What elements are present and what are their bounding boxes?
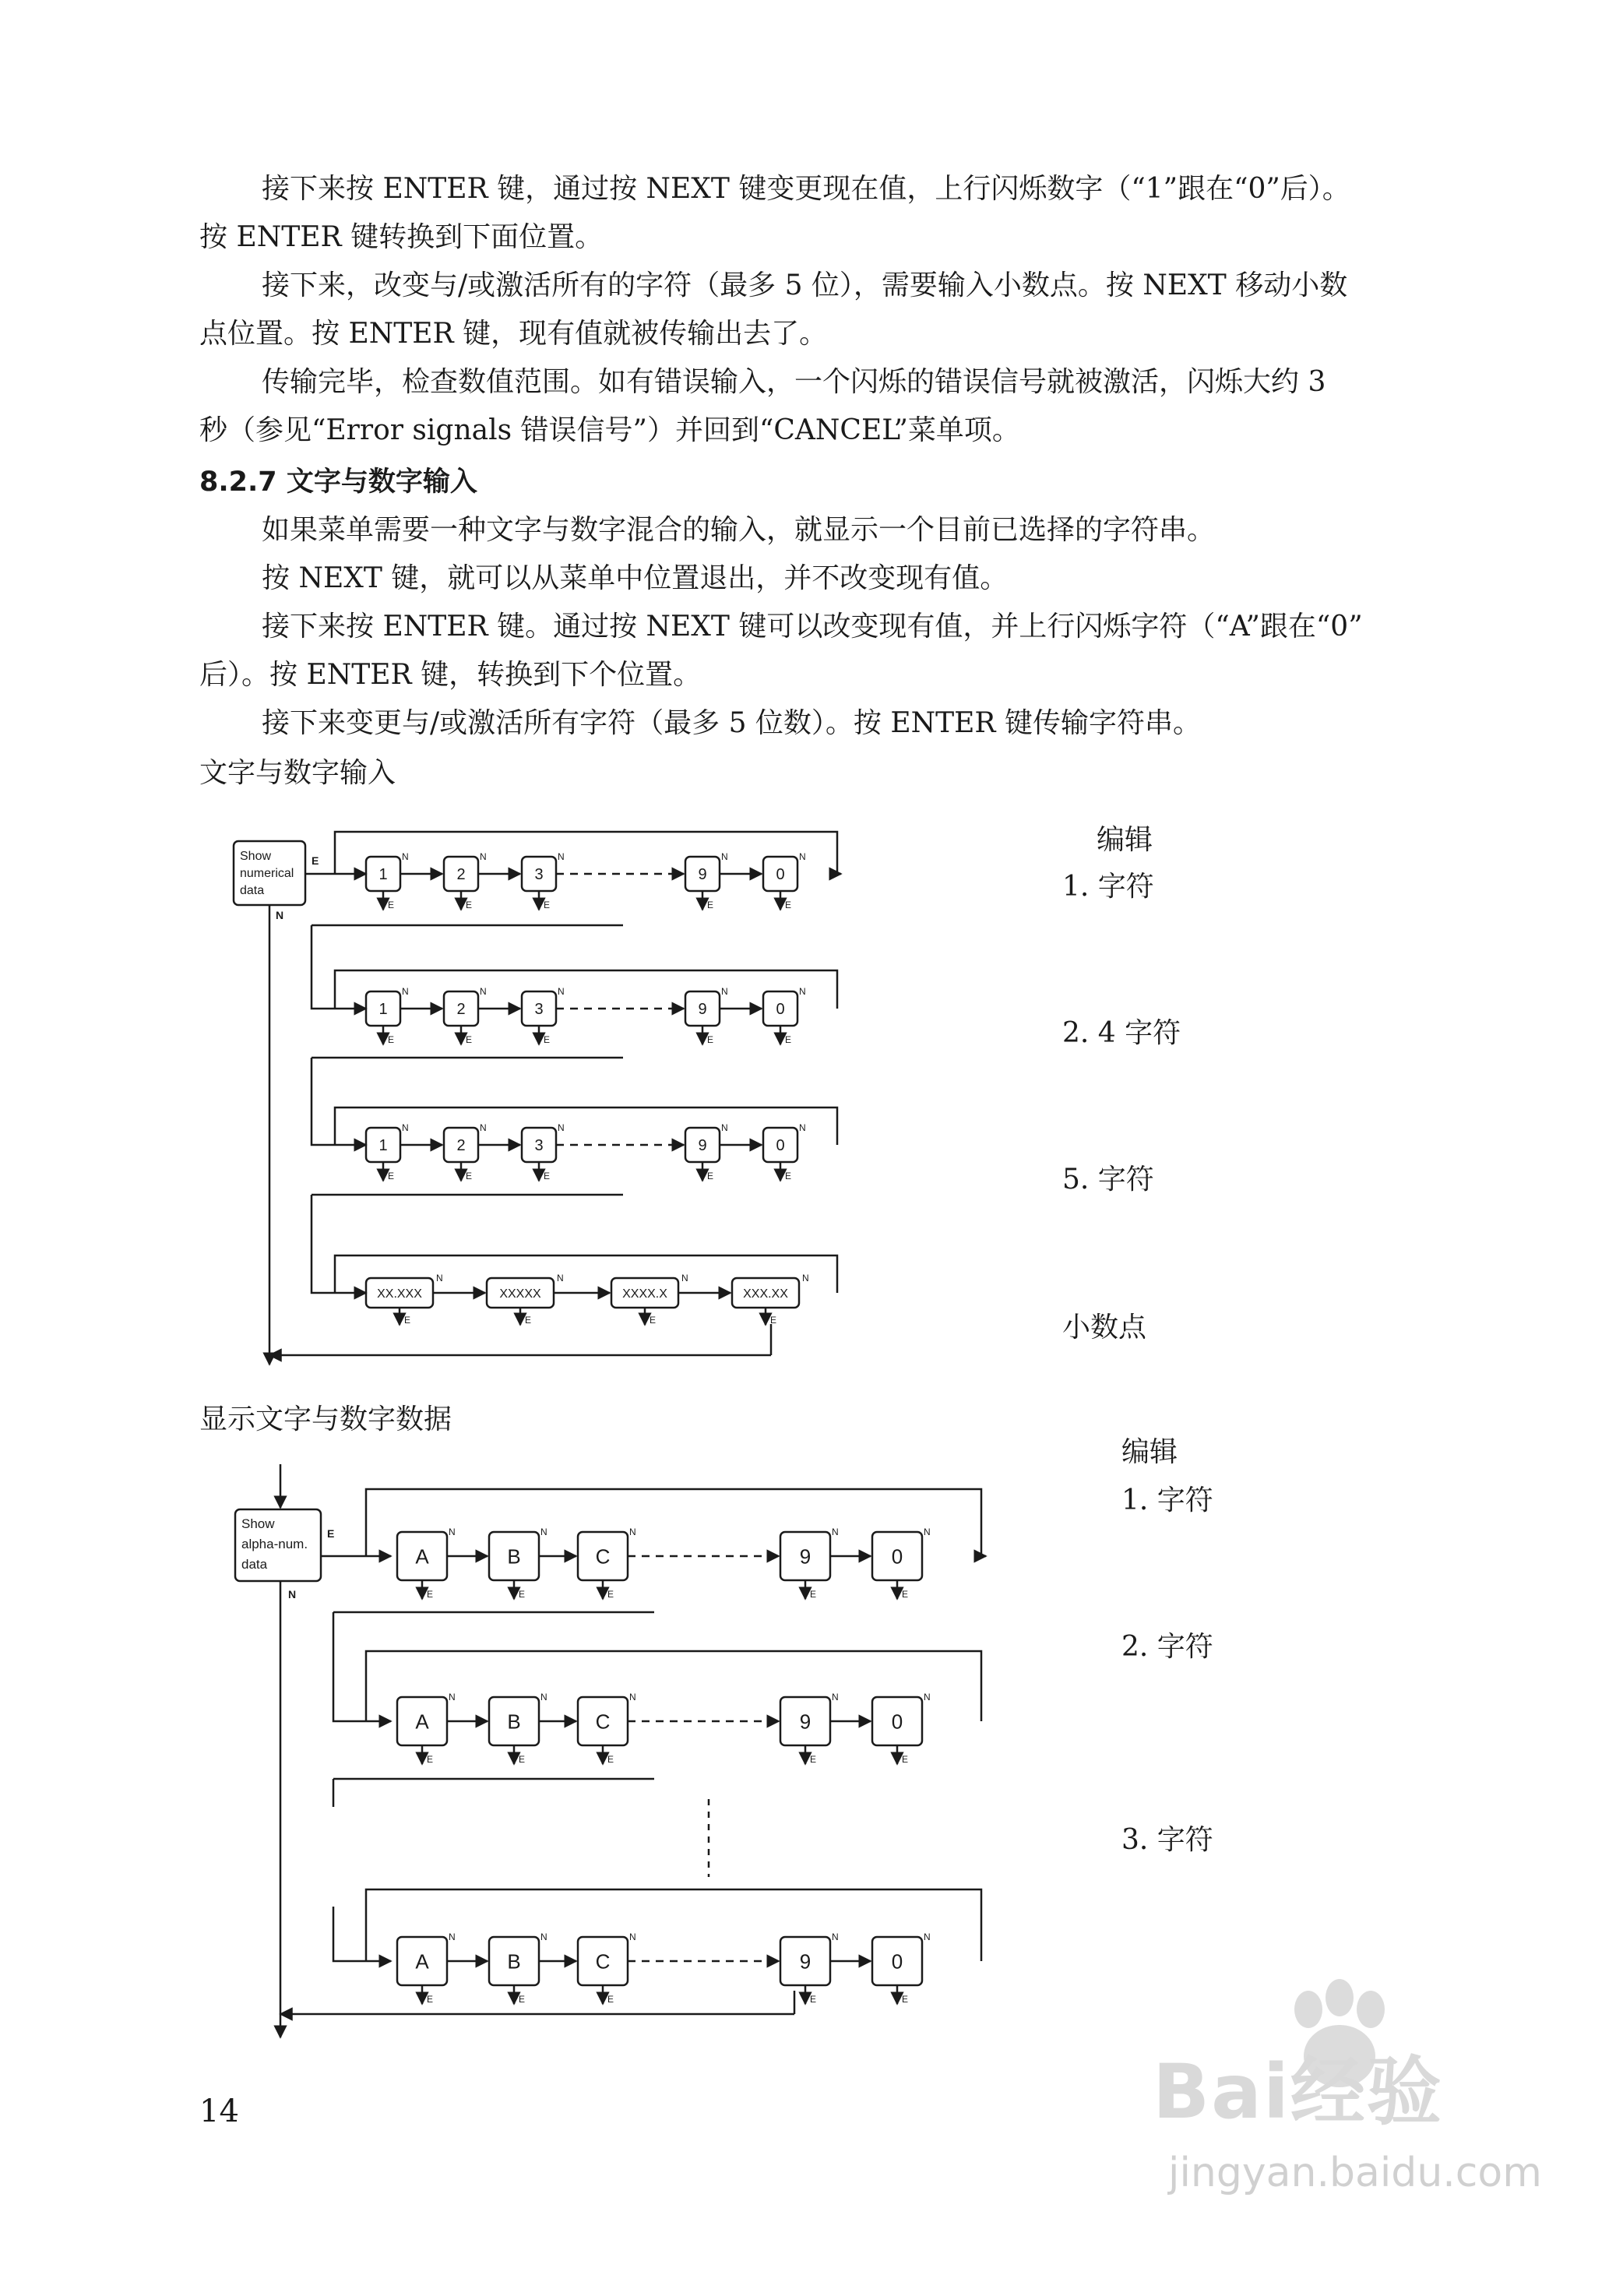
diagram2-row2-cell-1-label: B [507, 1949, 521, 1974]
diagram1-row2-e-1: E [466, 1171, 473, 1181]
diagram2-row2-e-1: E [519, 1994, 526, 2005]
diagram1-decimal-cell-2-label: XXXX.X [622, 1287, 667, 1301]
diagram2-row1-n-2: N [629, 1692, 636, 1703]
diagram1-row2-e-3: E [707, 1171, 714, 1181]
diagram1-key-e: E [312, 854, 319, 867]
diagram1-row1-e-0: E [388, 1034, 395, 1045]
diagram2-row1-e-2: E [607, 1754, 614, 1765]
diagram1-row1-e-2: E [544, 1034, 551, 1045]
diagram2-key-e: E [327, 1527, 335, 1540]
watermark-brand: Bai经验 [1153, 2048, 1443, 2136]
diagram1-key-n: N [276, 909, 284, 921]
diagram1-caption: 文字与数字输入 [199, 757, 396, 789]
diagram1-label-1: 1. 字符 [1062, 871, 1154, 903]
diagram2-start-line-3: data [241, 1557, 268, 1572]
diagram2-label-edit: 编辑 [1121, 1436, 1178, 1468]
paragraph-6-line-2: 后）。按 ENTER 键，转换到下个位置。 [199, 659, 702, 691]
diagram1-row1-cell-2-label: 3 [534, 1001, 544, 1019]
diagram1-row0-cell-2-label: 3 [534, 866, 544, 884]
diagram2-row2-n-1: N [540, 1932, 547, 1942]
page-number: 14 [199, 2094, 239, 2129]
diagram2-row0-n-4: N [924, 1527, 931, 1537]
numeric-input-diagram [218, 810, 1106, 1379]
diagram1-row1-e-4: E [785, 1034, 792, 1045]
diagram1-row1-cell-4-label: 0 [776, 1001, 785, 1019]
diagram2-row1-n-4: N [924, 1692, 931, 1703]
diagram2-row1-cell-1-label: B [507, 1710, 521, 1734]
diagram1-row0-e-0: E [388, 900, 395, 910]
diagram1-row0-e-4: E [785, 900, 792, 910]
diagram1-row2-cell-2-label: 3 [534, 1137, 544, 1155]
diagram2-start-line-1: Show [241, 1516, 275, 1531]
diagram1-row1-e-3: E [707, 1034, 714, 1045]
diagram2-label-1: 1. 字符 [1121, 1484, 1213, 1516]
diagram1-row2-n-3: N [721, 1122, 728, 1133]
diagram2-row0-e-1: E [519, 1589, 526, 1600]
paragraph-1-line-1: 接下来按 ENTER 键，通过按 NEXT 键变更现在值，上行闪烁数字（“1”跟在“0”后）。 [262, 173, 1350, 205]
diagram1-row0-e-1: E [466, 900, 473, 910]
diagram1-row0-n-3: N [721, 851, 728, 862]
diagram2-row0-cell-0-label: A [415, 1544, 429, 1569]
diagram2-row2-cell-2-label: C [595, 1949, 611, 1974]
paragraph-7: 接下来变更与/或激活所有字符（最多 5 位数）。按 ENTER 键传输字符串。 [262, 707, 1201, 739]
diagram1-row2-n-0: N [402, 1122, 409, 1133]
alphanumeric-display-diagram [218, 1456, 1106, 2048]
diagram2-row2-e-2: E [607, 1994, 614, 2005]
diagram1-decimal-e-2: E [650, 1315, 657, 1326]
diagram1-row1-cell-3-label: 9 [698, 1001, 707, 1019]
diagram2-start-line-2: alpha-num. [241, 1537, 308, 1551]
diagram2-row0-cell-2-label: C [595, 1544, 611, 1569]
paragraph-2-line-1: 接下来，改变与/或激活所有的字符（最多 5 位），需要输入小数点。按 NEXT 移动小数 [262, 269, 1348, 301]
diagram1-row2-n-4: N [799, 1122, 806, 1133]
diagram2-key-n: N [288, 1588, 297, 1601]
diagram1-row0-n-1: N [480, 851, 487, 862]
watermark-url: jingyan.baidu.com [1168, 2150, 1542, 2196]
diagram2-row1-n-3: N [832, 1692, 839, 1703]
diagram2-label-3: 3. 字符 [1121, 1824, 1213, 1856]
diagram1-row2-cell-0-label: 1 [378, 1137, 388, 1155]
diagram2-row0-n-3: N [832, 1527, 839, 1537]
diagram1-decimal-e-0: E [404, 1315, 411, 1326]
diagram1-row0-cell-1-label: 2 [456, 866, 466, 884]
diagram2-row1-e-3: E [810, 1754, 817, 1765]
diagram1-decimal-e-3: E [770, 1315, 777, 1326]
diagram1-row2-cell-3-label: 9 [698, 1137, 707, 1155]
diagram1-row1-n-2: N [558, 986, 565, 997]
diagram1-row0-e-3: E [707, 900, 714, 910]
diagram2-row0-e-0: E [427, 1589, 434, 1600]
diagram2-row1-e-0: E [427, 1754, 434, 1765]
diagram2-row0-n-0: N [449, 1527, 456, 1537]
diagram2-row1-n-1: N [540, 1692, 547, 1703]
paragraph-1-line-2: 按 ENTER 键转换到下面位置。 [199, 221, 604, 253]
diagram2-row2-cell-0-label: A [415, 1949, 429, 1974]
diagram2-row2-n-0: N [449, 1932, 456, 1942]
section-heading: 8.2.7 文字与数字输入 [199, 467, 477, 498]
diagram1-row1-n-4: N [799, 986, 806, 997]
paragraph-2-line-2: 点位置。按 ENTER 键，现有值就被传输出去了。 [199, 318, 828, 350]
diagram1-label-decimal: 小数点 [1062, 1312, 1147, 1343]
diagram2-row1-e-1: E [519, 1754, 526, 1765]
diagram1-row0-cell-3-label: 9 [698, 866, 707, 884]
diagram1-label-edit: 编辑 [1097, 824, 1153, 856]
diagram1-decimal-n-0: N [436, 1273, 443, 1284]
diagram2-row2-n-2: N [629, 1932, 636, 1942]
diagram1-start-line-3: data [240, 884, 265, 897]
diagram1-row0-n-0: N [402, 851, 409, 862]
diagram1-start-line-2: numerical [240, 867, 294, 880]
paragraph-3-line-1: 传输完毕，检查数值范围。如有错误输入，一个闪烁的错误信号就被激活，闪烁大约 3 [262, 366, 1326, 398]
diagram1-decimal-n-3: N [802, 1273, 809, 1284]
diagram1-decimal-cell-1-label: XXXXX [499, 1287, 541, 1301]
diagram1-decimal-e-1: E [525, 1315, 532, 1326]
diagram2-row0-e-2: E [607, 1589, 614, 1600]
diagram2-label-2: 2. 字符 [1121, 1631, 1213, 1663]
diagram1-decimal-n-2: N [681, 1273, 688, 1284]
diagram1-start-line-1: Show [240, 850, 272, 863]
diagram2-row0-n-2: N [629, 1527, 636, 1537]
diagram2-row2-cell-4-label: 0 [891, 1949, 903, 1974]
diagram1-row2-n-1: N [480, 1122, 487, 1133]
diagram1-row1-e-1: E [466, 1034, 473, 1045]
diagram1-row1-n-3: N [721, 986, 728, 997]
diagram2-row1-n-0: N [449, 1692, 456, 1703]
diagram1-row2-n-2: N [558, 1122, 565, 1133]
diagram2-row1-cell-2-label: C [595, 1710, 611, 1734]
diagram2-row1-cell-0-label: A [415, 1710, 429, 1734]
diagram2-row1-cell-4-label: 0 [891, 1710, 903, 1734]
diagram1-row2-e-2: E [544, 1171, 551, 1181]
diagram2-row0-cell-1-label: B [507, 1544, 521, 1569]
paragraph-3-line-2: 秒（参见“Error signals 错误信号”）并回到“CANCEL”菜单项。 [199, 414, 1020, 446]
paragraph-5: 按 NEXT 键，就可以从菜单中位置退出，并不改变现有值。 [262, 562, 1009, 594]
diagram1-decimal-cell-3-label: XXX.XX [743, 1287, 788, 1301]
diagram1-row0-cell-0-label: 1 [378, 866, 388, 884]
diagram2-row2-n-3: N [832, 1932, 839, 1942]
paragraph-6-line-1: 接下来按 ENTER 键。通过按 NEXT 键可以改变现有值，并上行闪烁字符（“A”跟在“0” [262, 611, 1363, 643]
diagram2-caption: 显示文字与数字数据 [199, 1403, 452, 1435]
diagram2-row2-e-3: E [810, 1994, 817, 2005]
diagram2-row2-e-4: E [902, 1994, 909, 2005]
diagram2-row0-cell-4-label: 0 [891, 1544, 903, 1569]
diagram2-row0-e-4: E [902, 1589, 909, 1600]
diagram1-row0-n-2: N [558, 851, 565, 862]
diagram2-row1-cell-3-label: 9 [799, 1710, 812, 1734]
diagram1-row0-cell-4-label: 0 [776, 866, 785, 884]
diagram1-label-3: 5. 字符 [1062, 1164, 1154, 1196]
paragraph-4: 如果菜单需要一种文字与数字混合的输入，就显示一个目前已选择的字符串。 [262, 514, 1216, 546]
diagram1-row1-cell-0-label: 1 [378, 1001, 388, 1019]
diagram2-row0-n-1: N [540, 1527, 547, 1537]
diagram2-row2-cell-3-label: 9 [799, 1949, 812, 1974]
diagram1-row1-cell-1-label: 2 [456, 1001, 466, 1019]
diagram1-row0-e-2: E [544, 900, 551, 910]
diagram2-row2-e-0: E [427, 1994, 434, 2005]
diagram1-row2-cell-4-label: 0 [776, 1137, 785, 1155]
diagram1-row2-cell-1-label: 2 [456, 1137, 466, 1155]
diagram1-decimal-n-1: N [557, 1273, 564, 1284]
diagram2-row0-cell-3-label: 9 [799, 1544, 812, 1569]
diagram2-row0-e-3: E [810, 1589, 817, 1600]
diagram1-label-2: 2. 4 字符 [1062, 1017, 1181, 1049]
diagram1-row0-n-4: N [799, 851, 806, 862]
diagram1-decimal-cell-0-label: XX.XXX [377, 1287, 422, 1301]
diagram2-row2-n-4: N [924, 1932, 931, 1942]
diagram2-row1-e-4: E [902, 1754, 909, 1765]
diagram1-row2-e-0: E [388, 1171, 395, 1181]
diagram1-row1-n-0: N [402, 986, 409, 997]
diagram1-row1-n-1: N [480, 986, 487, 997]
diagram1-row2-e-4: E [785, 1171, 792, 1181]
